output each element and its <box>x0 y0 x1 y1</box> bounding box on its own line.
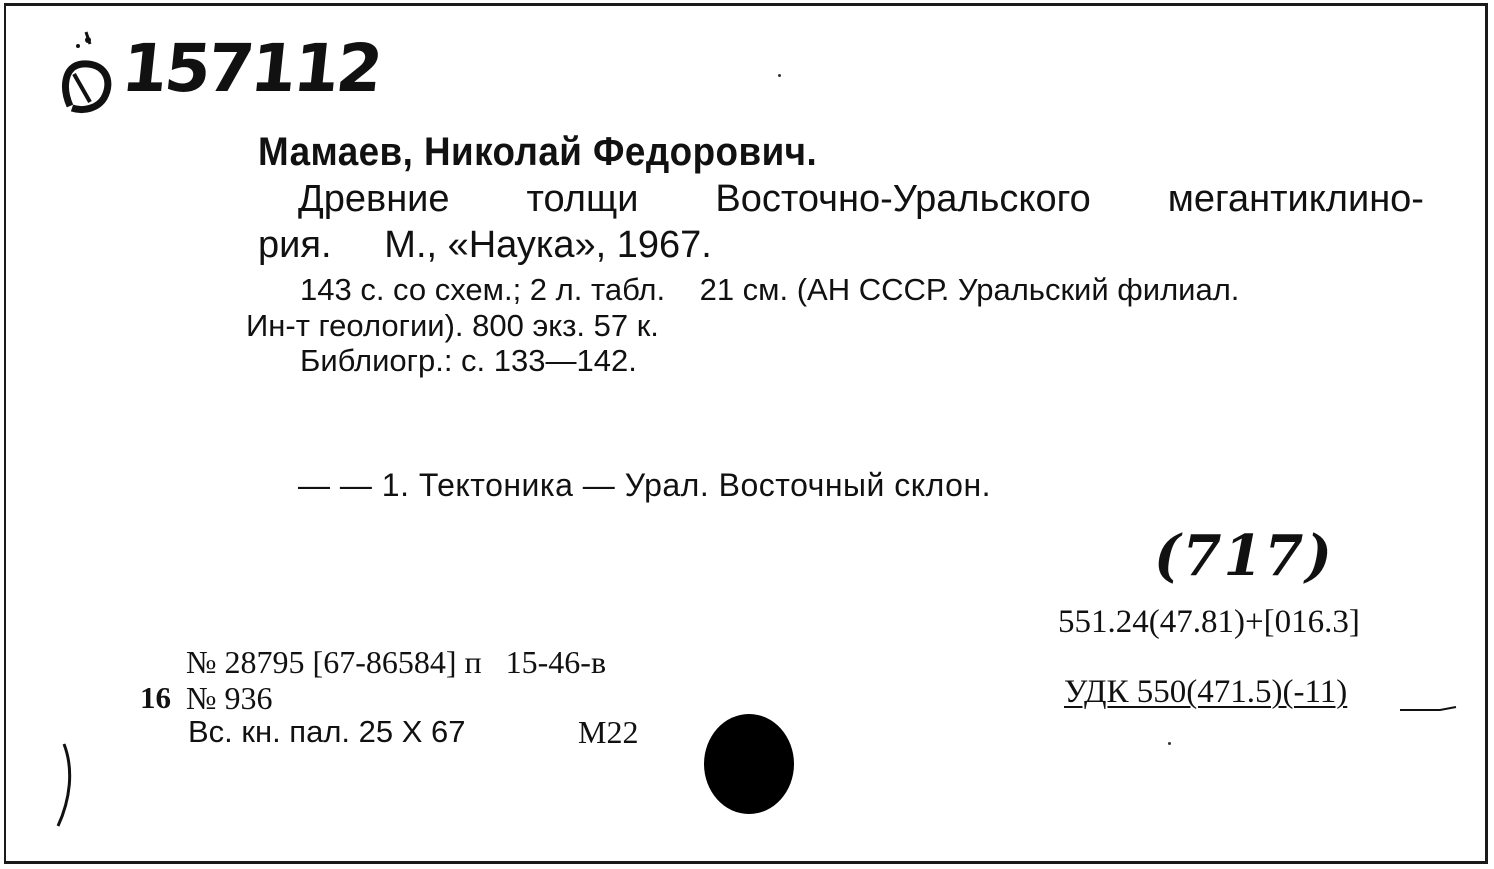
title-word: Восточно-Уральского <box>715 178 1091 220</box>
author-heading: Мамаев, Николай Федорович. <box>258 130 818 174</box>
imprint-number-line: № 936 <box>186 680 273 716</box>
imprint-chamber-line: Вс. кн. пал. 25 X 67 <box>188 714 466 749</box>
bbk-classification: 551.24(47.81)+[016.3] <box>1058 604 1360 640</box>
scan-speck <box>778 74 781 77</box>
physical-description-line-1: 143 с. со схем.; 2 л. табл. 21 см. (АН СССР. Уральский филиал. <box>300 272 1240 307</box>
inventory-number: 157112 <box>118 30 384 107</box>
imprint-page-number: 16 <box>140 680 171 715</box>
physical-description-line-2: Ин-т геологии). 800 экз. 57 к. <box>246 308 659 343</box>
bibliography-note: Библиогр.: с. 133—142. <box>300 343 637 378</box>
title-word: Древние <box>298 178 450 220</box>
udk-underline-tail <box>1400 704 1460 714</box>
imprint-chamber-code: М22 <box>578 714 639 750</box>
title-word: толщи <box>526 178 639 220</box>
udk-classification: УДК 550(471.5)(-11) <box>1064 674 1348 710</box>
punch-hole <box>704 714 794 814</box>
handwritten-shelf-code: (717) <box>1154 523 1334 589</box>
title-line-2: рия. М., «Наука», 1967. <box>258 224 712 266</box>
subject-heading: — — 1. Тектоника — Урал. Восточный склон. <box>298 467 992 503</box>
margin-pen-stroke <box>52 740 82 830</box>
scan-speck <box>1168 742 1171 745</box>
title-word: мегантиклино- <box>1167 178 1424 220</box>
title-line-1 <box>298 180 1424 218</box>
imprint-order-line: № 28795 [67-86584] п 15-46-в <box>186 644 607 680</box>
inventory-stamp-mark <box>60 28 120 114</box>
